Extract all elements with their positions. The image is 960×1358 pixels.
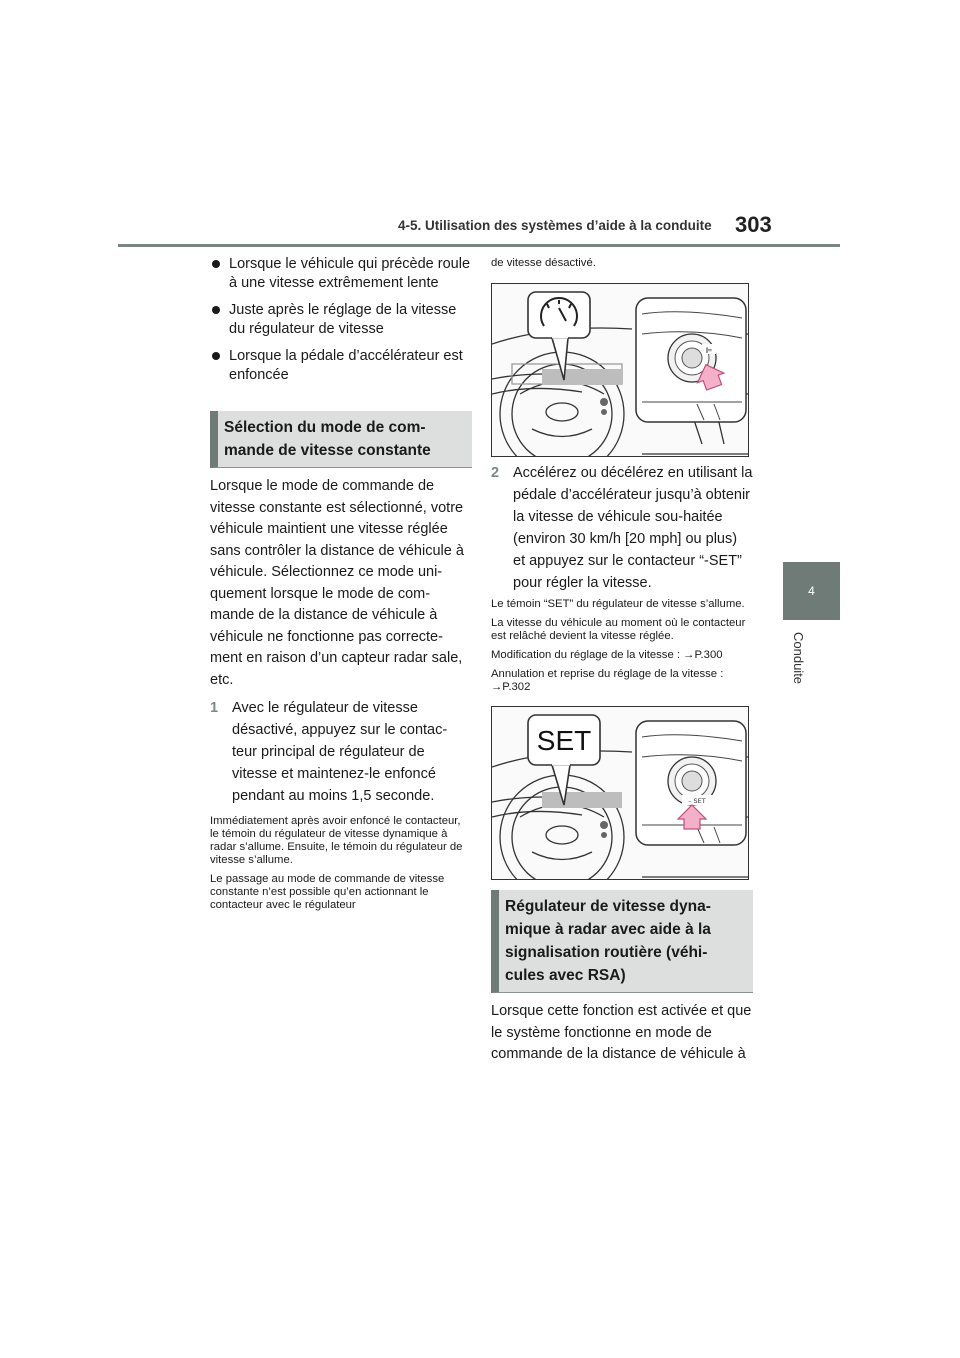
set-display: SET (536, 725, 592, 756)
list-item: Lorsque le véhicule qui précède roule à une vitesse extrêmement lente (210, 255, 472, 293)
continuation-text: de vitesse désactivé. (491, 257, 596, 269)
step-number: 1 (210, 700, 219, 716)
right-column (491, 255, 753, 1066)
set-switch-label: – SET (688, 797, 706, 805)
section-heading-constant-speed: Sélection du mode de com-mande de vitesse constante (210, 411, 472, 468)
figure-main-switch (491, 283, 749, 457)
rsa-paragraph: Lorsque cette fonction est activée et que le système fonctionne en mode de commande de la distance de véhicule à (491, 1003, 752, 1062)
svg-text:⊫: ⊫ (705, 346, 713, 355)
step-text: Accélérez ou décélérez en utilisant la pédale d’accélérateur jusqu’à obtenir la vitesse de véhicule sou-haitée (environ 30 km/h [20 mph] ou plus) et appuyez sur le contacteur “-SET” pour régler la vitesse. (513, 465, 753, 591)
chapter-header: 4-5. Utilisation des systèmes d’aide à la conduite (398, 218, 712, 233)
chapter-tab[interactable]: 4 (783, 562, 840, 620)
step-text: Avec le régulateur de vitesse désactivé, appuyez sur le contac-teur principal de régulateur de vitesse et maintenez-le enfoncé pendant au moins 1,5 seconde. (232, 700, 448, 804)
list-item: Lorsque la pédale d’accélérateur est enfoncée (210, 347, 472, 385)
page-number: 303 (735, 212, 772, 237)
left-column (210, 255, 472, 918)
condition-list (210, 255, 472, 385)
section-heading-rsa: Régulateur de vitesse dyna-mique à radar avec aide à la signalisation routière (véhi-cules avec RSA) (491, 890, 753, 993)
step-1 (210, 697, 472, 807)
cross-reference[interactable]: Annulation et reprise du réglage de la vitesse : →P.302 (491, 668, 724, 693)
header-rule (118, 244, 840, 247)
steering-wheel-illustration (492, 284, 749, 457)
note-paragraph: Immédiatement après avoir enfoncé le contacteur, le témoin du régulateur de vitesse dynamique à radar s’allume. Ensuite, le témoin du régulateur de vitesse s’allume. (210, 815, 463, 866)
list-item: Juste après le réglage de la vitesse du régulateur de vitesse (210, 301, 472, 339)
constant-speed-paragraph: Lorsque le mode de commande de vitesse constante est sélectionné, votre véhicule maintient une vitesse réglée sans contrôler la distance de véhicule à véhicule. Sélectionnez ce mode uni-quement lorsque le mode de com-mande de la distance de véhicule à véhicule ne fonctionne pas correcte-ment en raison d’un capteur radar sale, etc. (210, 478, 464, 688)
figure-set-switch (491, 706, 749, 880)
step-number: 2 (491, 465, 500, 481)
note-paragraph: Le passage au mode de commande de vitesse constante n’est possible qu’en actionnant le contacteur avec le régulateur (210, 873, 445, 911)
step-2 (491, 462, 753, 594)
note-paragraph: La vitesse du véhicule au moment où le contacteur est relâché devient la vitesse réglée. (491, 617, 746, 642)
steering-wheel-illustration (492, 707, 749, 880)
cross-reference[interactable]: Modification du réglage de la vitesse : →P.300 (491, 649, 723, 661)
note-paragraph: Le témoin “SET” du régulateur de vitesse s’allume. (491, 598, 745, 610)
chapter-tab-label: Conduite (791, 632, 806, 685)
